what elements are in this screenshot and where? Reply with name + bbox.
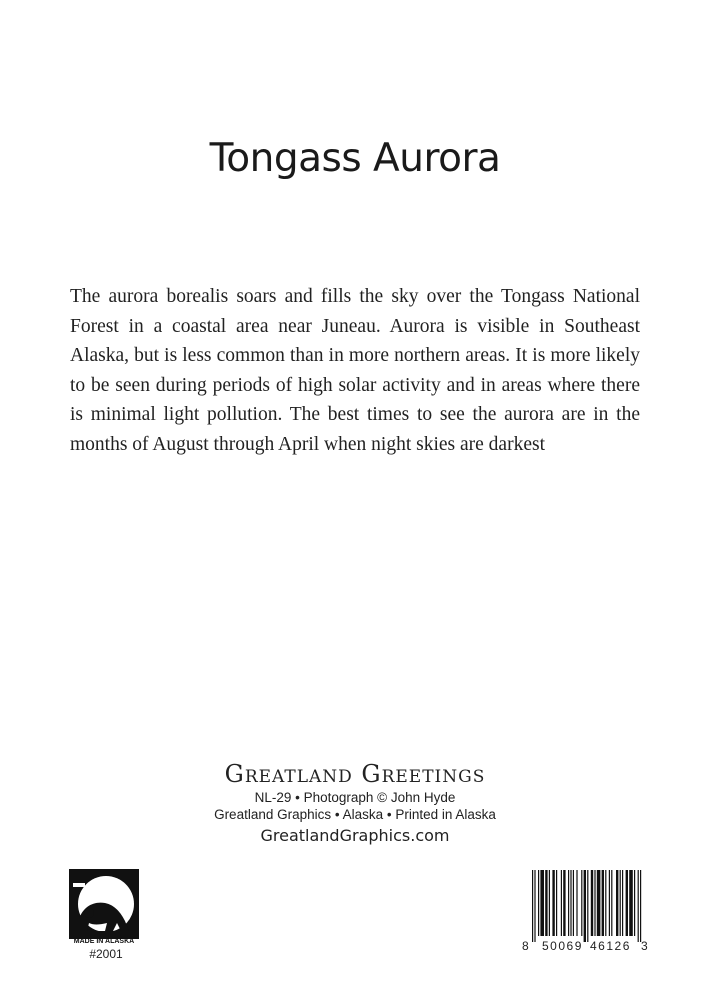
barcode-bar xyxy=(597,870,601,936)
barcode-bar xyxy=(605,870,606,936)
barcode-bar xyxy=(602,870,604,936)
barcode-bar xyxy=(609,870,610,936)
barcode-bar xyxy=(594,870,595,936)
publisher-line: Greatland Graphics • Alaska • Printed in Alaska xyxy=(214,807,496,822)
barcode-bar xyxy=(622,870,623,936)
product-credit-line: NL-29 • Photograph © John Hyde xyxy=(254,790,456,805)
barcode-bar xyxy=(545,870,547,936)
barcode-bar xyxy=(640,870,641,942)
barcode-bar xyxy=(634,870,635,936)
card-title: Tongass Aurora xyxy=(209,136,501,181)
barcode-bar xyxy=(626,870,628,936)
barcode-bar xyxy=(563,870,565,936)
barcode-bar xyxy=(534,870,535,942)
barcode-bar xyxy=(532,870,533,942)
barcode-bars xyxy=(532,870,641,942)
item-number: #2001 xyxy=(89,947,123,961)
barcode-bar xyxy=(587,870,588,942)
barcode-check-digit: 3 xyxy=(641,939,648,952)
barcode-bar xyxy=(538,870,539,936)
barcode-bar xyxy=(540,870,544,936)
barcode-bar xyxy=(584,870,586,942)
barcode-bar xyxy=(620,870,621,936)
barcode-bar xyxy=(581,870,582,936)
upc-barcode xyxy=(520,870,650,952)
barcode-bar xyxy=(570,870,571,936)
publisher-brand: Greatland Greetings xyxy=(224,760,486,788)
card-description: The aurora borealis soars and fills the sky over the Tongass National Forest in a coastal area near Juneau. Aurora is visible in Southeast Alaska, but is less common than in more northern areas. It is more likely to be seen during periods of high solar activity and in areas where there is minimal light pollution. The best times to see the aurora are in the months of August through April when night skies are darkest xyxy=(70,286,640,455)
barcode-bar xyxy=(573,870,574,936)
barcode-bar xyxy=(611,870,612,936)
barcode-bar xyxy=(576,870,577,936)
barcode-left-digits: 50069 xyxy=(542,939,583,952)
barcode-bar xyxy=(549,870,550,936)
barcode-bar xyxy=(556,870,557,936)
barcode-bar xyxy=(591,870,593,936)
barcode-bar xyxy=(616,870,618,936)
barcode-bar xyxy=(568,870,569,936)
polar-bear-moon-icon xyxy=(69,869,139,939)
barcode-bar xyxy=(638,870,639,942)
made-in-alaska-label: MADE IN ALASKA xyxy=(73,938,135,945)
barcode-bar xyxy=(561,870,562,936)
barcode-bar xyxy=(552,870,554,936)
barcode-lead-digit: 8 xyxy=(522,939,529,952)
barcode-bar xyxy=(629,870,633,936)
barcode-right-digits: 46126 xyxy=(590,939,631,952)
publisher-website: GreatlandGraphics.com xyxy=(260,826,450,845)
